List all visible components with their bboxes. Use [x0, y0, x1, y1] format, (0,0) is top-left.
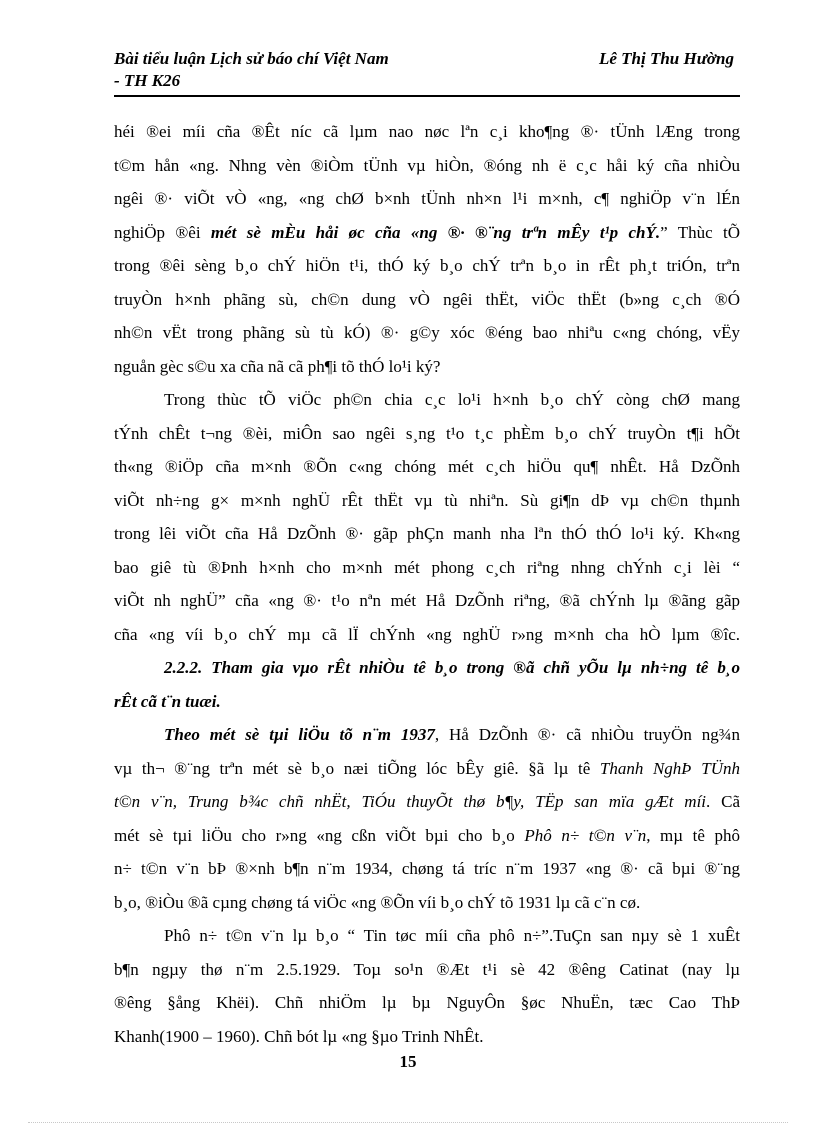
- text-line: truyÒn h×nh phãng sù, ch©n dung vÒ ngêi thËt, viÖc thËt (b»ng c¸ch ®Ó: [114, 289, 740, 309]
- text-line: Phô n÷ t©n v¨n lµ b¸o “ Tin tøc míi cña phô n÷”.TuÇn san nµy sè 1 xuÊt: [164, 926, 740, 945]
- text-line: nguån gèc s©u xa cña nã cã ph¶i tõ thÓ lo¹i ký?: [114, 356, 441, 376]
- text-run-italic: Thanh NghÞ TÜnh: [599, 758, 740, 778]
- text-run: ” Thùc tÕ: [660, 222, 740, 242]
- text-run: . Cã: [706, 792, 740, 811]
- text-line: Trong thùc tÕ viÖc ph©n chia c¸c lo¹i h×nh b¸o chÝ còng chØ mang: [164, 390, 740, 409]
- document-title-line2: - TH K26: [114, 71, 181, 90]
- header-divider: [114, 95, 740, 97]
- text-run-italic: t©n v¨n, Trung b¾c chñ nhËt, TiÓu thuyÕt thø b¶y, TËp san mïa gÆt míi: [114, 792, 707, 811]
- document-title: [114, 48, 474, 92]
- text-line: [114, 216, 740, 250]
- text-line: n÷ t©n v¨n bÞ ®×nh b¶n n¨m 1934, chøng tá tríc n¨m 1937 «ng ®· cã bµi ®¨ng: [114, 859, 740, 878]
- text-line: trong ®êi sèng b¸o chÝ hiÖn t¹i, thÓ ký b¸o chÝ trªn b¸o in rÊt ph¸t triÓn, trªn: [114, 256, 740, 275]
- text-line: th«ng ®iÖp cña m×nh ®Õn c«ng chóng mét c¸ch hiÖu qu¶ nhÊt. Hå DzÕnh: [114, 457, 740, 476]
- text-line: bao giê tù ®Þnh h×nh cho m×nh mét phong c¸ch riªng nhng chÝnh c¸i lèi “: [114, 557, 740, 577]
- text-line: [114, 718, 740, 752]
- text-line: t©m hån «ng. Nhng vèn ®iÒm tÜnh vµ hiÒn, ®óng nh ë c¸c håi ký cña nhiÒu: [114, 155, 740, 175]
- text-run: vµ th¬ ®¨ng trªn mét sè b¸o næi tiÕng lóc bÊy giê. §ã lµ tê: [114, 758, 591, 778]
- text-line: ®êng §ång Khëi). Chñ nhiÖm lµ bµ NguyÔn §øc NhuËn, tæc Cao ThÞ: [114, 993, 740, 1012]
- section-heading: 2.2.2. Tham gia vµo rÊt nhiÒu tê b¸o trong ®ã chñ yÕu lµ nh÷ng tê b¸o: [164, 658, 740, 677]
- text-line: Khanh(1900 – 1960). Chñ bót lµ «ng §µo Trinh NhÊt.: [114, 1026, 484, 1046]
- text-run: , mµ tê phô: [646, 825, 740, 845]
- text-line: b¸o, ®iÒu ®ã cµng chøng tá viÖc «ng ®Õn víi b¸o chÝ tõ 1931 lµ cã c¨n cø.: [114, 892, 641, 912]
- text-line: trong lêi viÕt cña Hå DzÕnh ®· gãp phÇn manh nha lªn thÓ thÓ lo¹i ký. Kh«ng: [114, 524, 740, 543]
- text-line: viÕt nh nghÜ” cña «ng ®· t¹o nªn mét Hå DzÕnh riªng, ®ã chÝnh lµ ®ãng gãp: [114, 591, 740, 610]
- page-number: 15: [399, 1052, 417, 1071]
- text-line: [114, 752, 740, 786]
- text-run-italic: Phô n÷ t©n v¨n: [524, 825, 647, 845]
- page-header: [114, 48, 740, 96]
- text-line: [114, 785, 740, 819]
- text-line: viÕt nh÷ng g× m×nh nghÜ rÊt thËt vµ tù nhiªn. Sù gi¶n dÞ vµ ch©n thµnh: [114, 490, 740, 510]
- document-title-line1: Bài tiểu luận Lịch sử báo chí Việt Nam: [114, 49, 389, 68]
- text-run: mét sè tµi liÖu cho r»ng «ng cßn viÕt bµi cho b¸o: [114, 825, 515, 845]
- text-run-bold-italic: mét sè mÈu håi øc cña «ng ®· ®¨ng trªn mÊy t¹p chÝ.: [210, 222, 661, 242]
- text-line: ngêi ®· viÕt vÒ «ng, «ng chØ b×nh tÜnh nh×n l¹i m×nh, c¶ nghiÖp v¨n lÉn: [114, 189, 740, 208]
- text-line: tÝnh chÊt t¬ng ®èi, miÔn sao ngêi s¸ng t¹o t¸c phÈm b¸o chÝ truyÒn t¶i hÕt: [114, 423, 740, 443]
- text-line: [114, 819, 740, 853]
- text-line: nh©n vËt trong phãng sù tù kÓ) ®· g©y xóc ®éng bao nhiªu c«ng chóng, vËy: [114, 323, 740, 342]
- section-heading-cont: rÊt cã t¨n tuæi.: [114, 691, 221, 711]
- text-run: , Hå DzÕnh ®· cã nhiÒu truyÖn ng¾n: [434, 725, 740, 744]
- text-run: nghiÖp ®êi: [114, 222, 201, 242]
- text-line: cña «ng víi b¸o chÝ mµ cã lÏ chÝnh «ng nghÜ r»ng m×nh cha hÒ lµm ®îc.: [114, 624, 740, 644]
- text-run-bold-italic: Theo mét sè tµi liÖu tõ n¨m 1937: [164, 725, 435, 744]
- text-line: héi ®ei míi cña ®Êt níc cã lµm nao nøc lªn c¸i kho¶ng ®· tÜnh lÆng trong: [114, 122, 740, 141]
- body-text: [114, 115, 740, 1053]
- text-line: b¶n ngµy thø n¨m 2.5.1929. Toµ so¹n ®Æt t¹i sè 42 ®êng Catinat (nay lµ: [114, 959, 740, 979]
- author-name: Lê Thị Thu Hường: [598, 49, 734, 68]
